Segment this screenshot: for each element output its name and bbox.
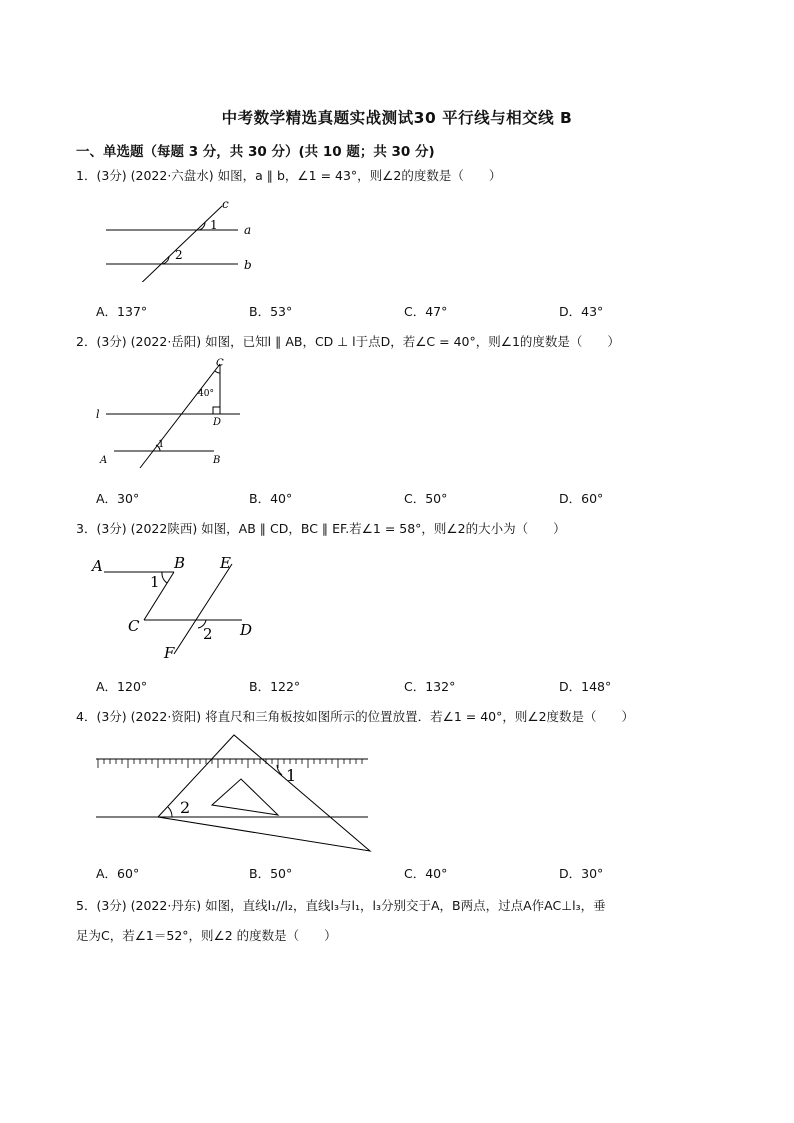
label-A: A [100,455,108,466]
q2-option-b[interactable]: B．40° [249,491,293,506]
label-angle-1: 1 [210,218,218,232]
q4-option-c[interactable]: C．40° [404,866,448,881]
label-angle-2: 2 [175,248,183,262]
page-title: 中考数学精选真题实战测试30 平行线与相交线 B [221,109,573,127]
label-D: D [213,417,222,428]
q3-option-b[interactable]: B．122° [249,679,301,694]
q3-option-c[interactable]: C．132° [404,679,456,694]
label-angle-2: 2 [203,625,213,643]
q4-option-d[interactable]: D．30° [559,866,604,881]
question-4-figure [94,733,379,857]
label-a: a [244,223,252,237]
question-5-stem-cont: 足为C，若∠1＝52°，则∠2 的度数是（ ） [76,928,337,943]
label-A: A [92,557,103,575]
question-4-stem: 4．(3分) (2022·资阳) 将直尺和三角板按如图所示的位置放置．若∠1 = 40°，则∠2度数是（ ） [76,709,635,724]
q4-option-a[interactable]: A．60° [96,866,140,881]
q2-option-c[interactable]: C．50° [404,491,448,506]
section-heading: 一、单选题（每题 3 分，共 30 分）(共 10 题；共 30 分) [76,144,435,160]
label-c: c [222,197,229,211]
q3-option-d[interactable]: D．148° [559,679,612,694]
question-1-stem: 1．(3分) (2022·六盘水) 如图，a ∥ b，∠1 = 43°，则∠2的度数是（ ） [76,168,502,183]
question-3-figure [90,550,270,665]
q4-option-b[interactable]: B．50° [249,866,293,881]
q1-option-c[interactable]: C．47° [404,304,448,319]
ruler-ticks [98,759,362,768]
label-E: E [220,554,231,572]
label-B: B [174,554,186,572]
label-angle-1: 1 [150,573,160,591]
question-1-figure [96,192,276,282]
label-l: l [96,408,100,421]
question-3-stem: 3．(3分) (2022陕西) 如图，AB ∥ CD，BC ∥ EF.若∠1 = 58°，则∠2的大小为（ ） [76,521,566,536]
label-angle-2: 2 [180,798,191,817]
label-40deg: 40° [198,389,214,399]
label-b: b [244,258,252,272]
question-2-stem: 2．(3分) (2022·岳阳) 如图，已知l ∥ AB，CD ⊥ l于点D，若∠C = 40°，则∠1的度数是（ ） [76,334,620,349]
label-F: F [164,644,175,662]
q2-option-d[interactable]: D．60° [559,491,604,506]
q1-option-b[interactable]: B．53° [249,304,293,319]
q1-option-d[interactable]: D．43° [559,304,604,319]
label-angle-1: 1 [286,766,297,785]
label-D: D [240,621,253,639]
q3-option-a[interactable]: A．120° [96,679,148,694]
q1-option-a[interactable]: A．137° [96,304,148,319]
label-C: C [216,358,224,369]
question-2-figure [92,356,252,471]
q2-option-a[interactable]: A．30° [96,491,140,506]
label-C: C [128,617,140,635]
label-angle-1: 1 [158,439,165,450]
question-5-stem: 5．(3分) (2022·丹东) 如图，直线l₁//l₂，直线l₃与l₁，l₃分别交于A，B两点，过点A作AC⊥l₃，垂 [76,898,606,913]
label-B: B [213,455,221,466]
